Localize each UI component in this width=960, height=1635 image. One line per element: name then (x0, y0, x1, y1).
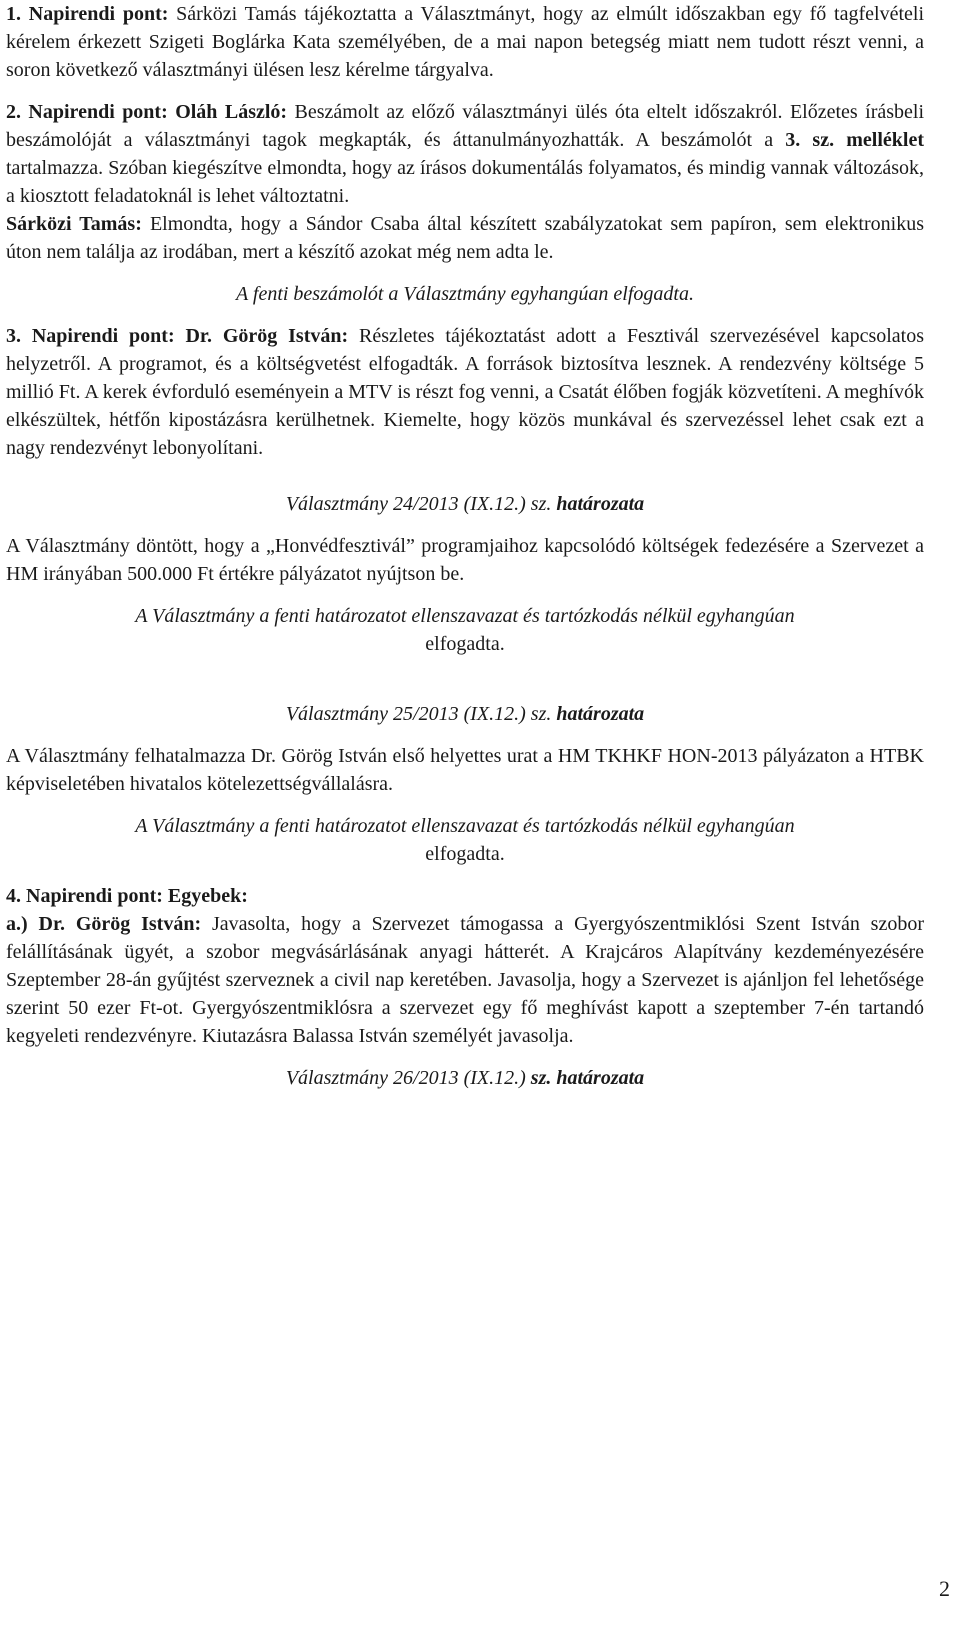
resolution-26-title: Választmány 26/2013 (IX.12.) sz. határozata (285, 1067, 645, 1089)
page-number: 2 (939, 1576, 950, 1601)
resolution-25-title: Választmány 25/2013 (IX.12.) sz. határozata (285, 703, 645, 725)
agenda-item-4-heading: 4. Napirendi pont: Egyebek: (6, 885, 248, 907)
resolution-25-vote-end: elfogadta. (425, 843, 505, 865)
item-text: Részletes tájékoztatást adott a Fesztivál szervezésével kapcsolatos helyzetről. A programot, és a költségvetést elfogadták. A források biztosítva lesznek. A rendezvény költsége 5 millió Ft. A kerek évforduló eseményein a MTV is részt fog venni, a Csatát élőben fogják közvetíteni. A meghívók elkészültek, hétfőn kipostázásra kerülhetnek. Kiemelte, hogy közös munkával és szervezéssel lehet csak ezt a nagy rendezvényt lebonyolítani. (6, 325, 925, 459)
agenda-item-1 (6, 0, 924, 84)
item-label: Napirendi pont: (28, 3, 169, 25)
resolution-25-body: A Választmány felhatalmazza Dr. Görög István első helyettes urat a HM TKHKF HON-2013 pályázaton a HTBK képviseletében hivatalos kötelezettségvállalásra. (6, 745, 924, 795)
acceptance-note: A fenti beszámolót a Választmány egyhangúan elfogadta. (236, 283, 694, 305)
item-label: 2. Napirendi pont: Oláh László: (6, 101, 288, 123)
item-text-2: tartalmazza. Szóban kiegészítve elmondta, hogy az írásos dokumentálás folyamatos, és mindig vannak változások, a kiosztott feladatoknál is lehet változtatni. (6, 157, 924, 207)
resolution-24-body: A Választmány döntött, hogy a „Honvédfesztivál” programjaihoz kapcsolódó költségek fedezésére a Szervezet a HM irányában 500.000 Ft értékre pályázatot nyújtson be. (6, 535, 924, 585)
resolution-24-title: Választmány 24/2013 (IX.12.) sz. határozata (285, 493, 645, 515)
item-label: a.) Dr. Görög István: (6, 913, 202, 935)
document-page (6, 0, 924, 1092)
item-text: Beszámolt az előző választmányi ülés óta eltelt időszakról. Előzetes írásbeli beszámolóját a választmányi tagok megkapták, és áttanulmányozhatták. A beszámolót a (6, 101, 925, 151)
item-text: Javasolta, hogy a Szervezet támogassa a Gyergyószentmiklósi Szent István szobor felállításának ügyét, a szobor megvásárlásának anyagi hátterét. A Krajcáros Alapítvány kezdeményezésére Szeptember 28-án gyűjtést szerveznek a civil nap keretében. Javasolja, hogy a Szervezet is ajánljon fel lehetősége szerint 50 ezer Ft-ot. Gyergyószentmiklósra a szervezet egy fő meghívást kapott a szeptember 7-én tartandó kegyeleti rendezvényre. Kiutazásra Balassa István személyét javasolja. (6, 913, 925, 1047)
resolution-24-vote: A Választmány a fenti határozatot ellenszavazat és tartózkodás nélkül egyhangúan (135, 605, 795, 627)
speaker-text: Elmondta, hogy a Sándor Csaba által készített szabályzatokat sem papíron, sem elektronikus úton nem találja az irodában, mert a készítő azokat még nem adta le. (6, 213, 924, 263)
speaker-paragraph (6, 210, 924, 266)
resolution-24-vote-end: elfogadta. (425, 633, 505, 655)
resolution-25-vote: A Választmány a fenti határozatot ellenszavazat és tartózkodás nélkül egyhangúan (135, 815, 795, 837)
speaker-name: Sárközi Tamás: (6, 213, 142, 235)
item-label: 3. Napirendi pont: Dr. Görög István: (6, 325, 349, 347)
agenda-item-4a (6, 910, 924, 1050)
attachment-ref: 3. sz. melléklet (785, 129, 924, 151)
item-text: Sárközi Tamás tájékoztatta a Választmányt, hogy az elmúlt időszakban egy fő tagfelvételi kérelem érkezett Szigeti Boglárka Kata személyében, de a mai napon betegség miatt nem tudott részt venni, a soron következő választmányi ülésen lesz kérelme tárgyalva. (6, 3, 924, 81)
agenda-item-3 (6, 322, 924, 462)
item-number: 1. (6, 3, 21, 25)
agenda-item-2 (6, 98, 924, 210)
